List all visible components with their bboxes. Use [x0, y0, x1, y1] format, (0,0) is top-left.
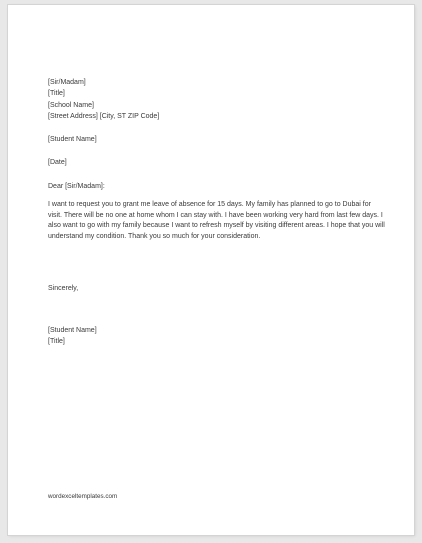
footer-site: wordexceltemplates.com — [48, 493, 118, 500]
signature-name: [Student Name] — [48, 327, 97, 334]
recipient-salutation: [Sir/Madam] — [48, 79, 86, 86]
closing: Sincerely, — [48, 285, 79, 292]
recipient-title: [Title] — [48, 90, 65, 97]
school-name: [School Name] — [48, 102, 94, 109]
signature-title: [Title] — [48, 338, 65, 345]
student-name: [Student Name] — [48, 136, 97, 143]
date: [Date] — [48, 159, 67, 166]
street-address: [Street Address] [City, ST ZIP Code] — [48, 113, 160, 120]
letter-page — [8, 5, 414, 535]
greeting: Dear [Sir/Madam]: — [48, 183, 105, 190]
letter-body: I want to request you to grant me leave of absence for 15 days. My family has planned to go to Dubai for visit. There will be no one at home whom I can stay with. I have been working very hard from last few days. I also want to go with my family because I want to refresh myself by visiting different areas. I hope that you will understand my condition. Thank you so much for your consideration. — [48, 201, 385, 240]
